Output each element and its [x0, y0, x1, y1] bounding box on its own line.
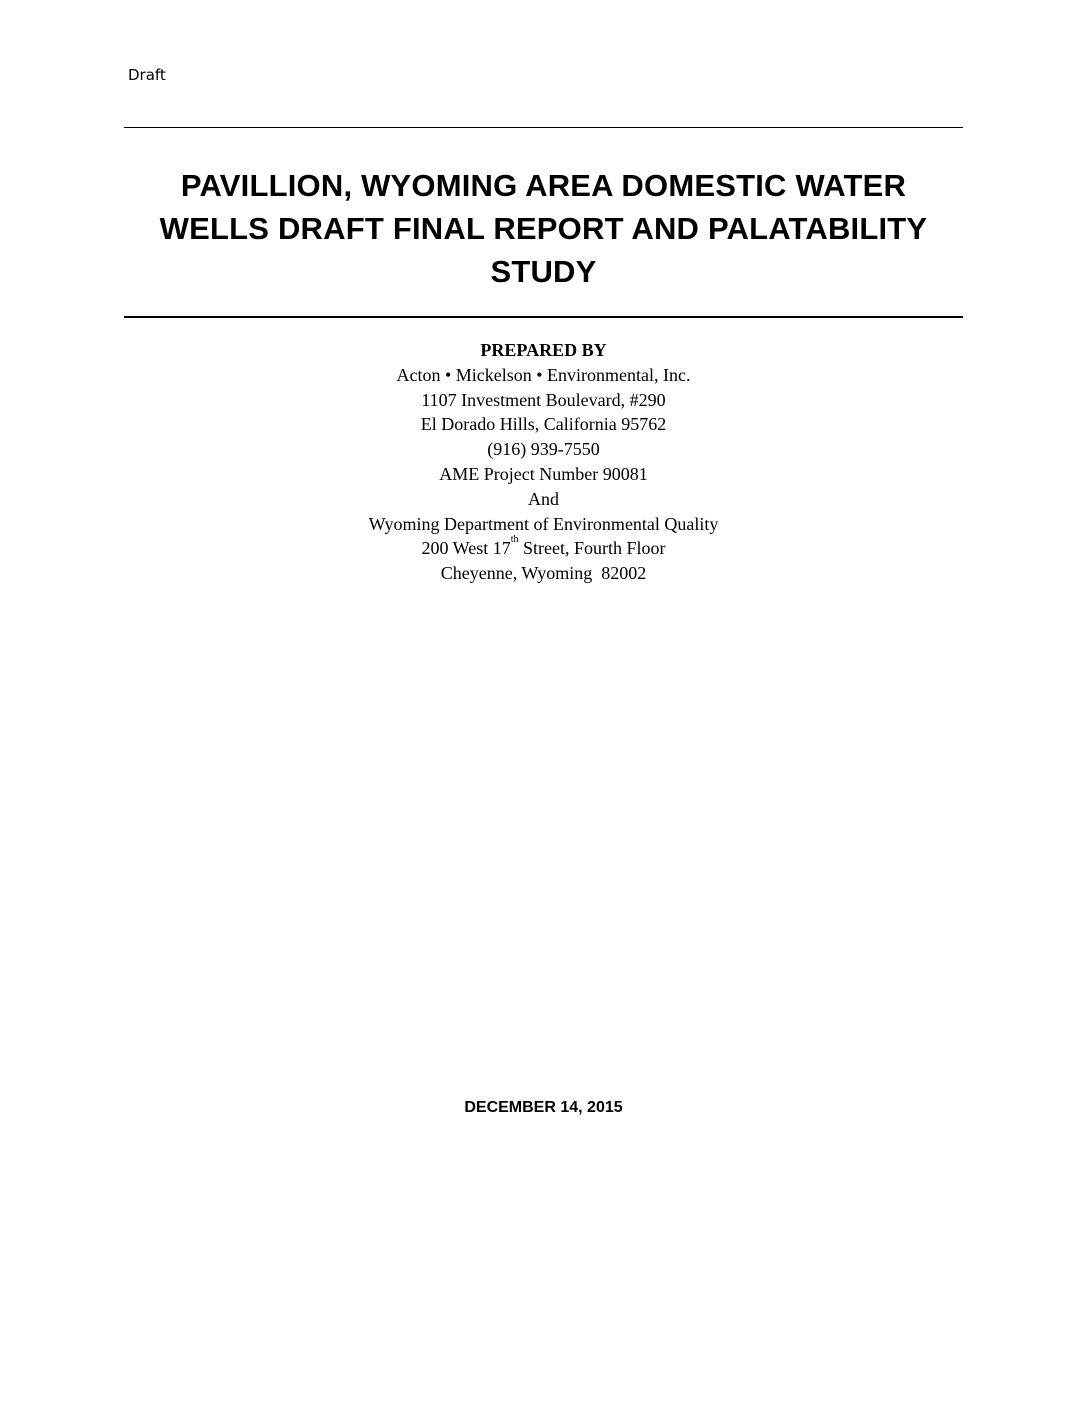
company-name: Acton • Mickelson • Environmental, Inc. — [396, 364, 691, 385]
agency-address-street: 200 West 17 — [421, 538, 511, 559]
company-phone: (916) 939-7550 — [487, 439, 600, 460]
prepared-by-block — [124, 338, 963, 586]
agency-city: Cheyenne, Wyoming 82002 — [440, 563, 647, 584]
project-number: AME Project Number 90081 — [439, 463, 648, 484]
report-title — [124, 164, 963, 293]
title-line-2: WELLS DRAFT FINAL REPORT AND PALATABILITY — [159, 211, 928, 246]
agency-address — [124, 536, 963, 561]
title-line-1: PAVILLION, WYOMING AREA DOMESTIC WATER — [180, 168, 907, 203]
top-divider — [124, 127, 963, 128]
bottom-divider — [124, 316, 963, 318]
prepared-by-heading: PREPARED BY — [480, 340, 607, 360]
report-date: DECEMBER 14, 2015 — [464, 1099, 623, 1116]
and-text: And — [528, 488, 559, 509]
agency-address-floor: Street, Fourth Floor — [518, 538, 666, 559]
agency-address-ordinal: th — [510, 534, 519, 546]
title-line-3: STUDY — [490, 254, 597, 289]
company-address-line-2: El Dorado Hills, California 95762 — [420, 414, 667, 435]
company-address-line-1: 1107 Investment Boulevard, #290 — [421, 389, 666, 410]
draft-label: Draft — [128, 66, 166, 84]
agency-name: Wyoming Department of Environmental Quality — [368, 513, 719, 534]
